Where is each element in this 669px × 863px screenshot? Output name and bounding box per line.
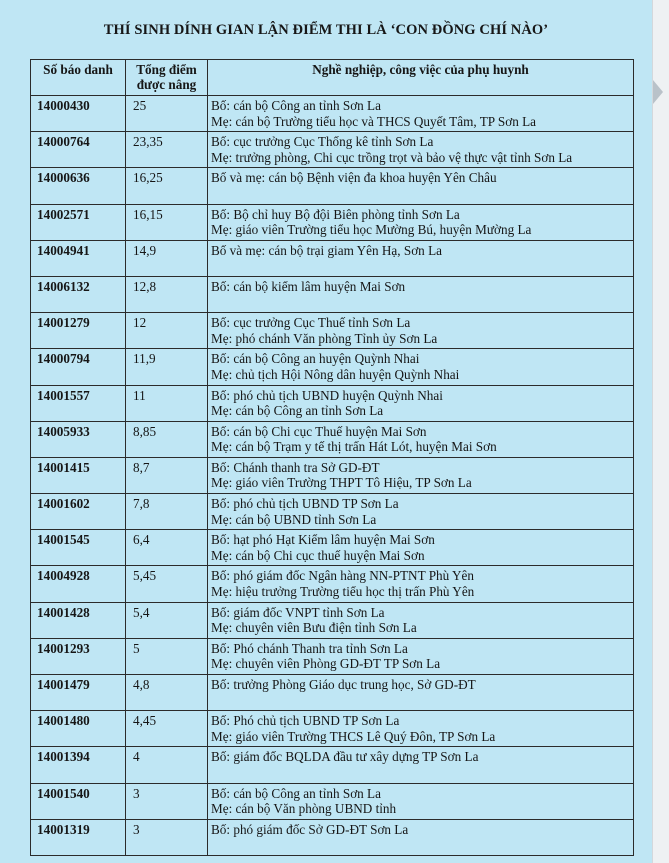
cell-sbd: 14004928 [31, 566, 126, 602]
table-row [31, 168, 634, 204]
job-line-mother: Mẹ: chuyên viên Phòng GD-ĐT TP Sơn La [211, 656, 441, 672]
job-line-father: Bố và mẹ: cán bộ trại giam Yên Hạ, Sơn La [211, 242, 442, 258]
cell-sbd: 14001394 [31, 747, 126, 783]
job-line-father: Bố: cán bộ Công an tỉnh Sơn La [211, 785, 381, 801]
cell-sbd: 14000764 [31, 132, 126, 168]
header-job: Nghề nghiệp, công việc của phụ huynh [208, 60, 634, 96]
cell-points: 5,45 [126, 566, 208, 602]
cell-job [208, 602, 634, 638]
header-sbd: Số báo danh [31, 60, 126, 96]
cell-job [208, 457, 634, 493]
cell-sbd: 14001545 [31, 530, 126, 566]
job-line-father: Bố: cán bộ kiểm lâm huyện Mai Sơn [211, 278, 406, 294]
job-line-mother: Mẹ: hiệu trưởng Trường tiểu học thị trấn Phù Yên [211, 583, 475, 599]
table-row [31, 421, 634, 457]
cell-sbd: 14001428 [31, 602, 126, 638]
cell-sbd: 14001279 [31, 313, 126, 349]
cell-job [208, 566, 634, 602]
expand-arrow-icon[interactable] [653, 80, 663, 104]
table-row [31, 819, 634, 855]
cell-job [208, 783, 634, 819]
table-row [31, 457, 634, 493]
table-row [31, 530, 634, 566]
cell-points: 3 [126, 783, 208, 819]
table-header-row [31, 60, 634, 96]
side-scroll-panel[interactable] [652, 0, 669, 863]
cell-job [208, 675, 634, 711]
table-row [31, 566, 634, 602]
job-line-father: Bố: cục trưởng Cục Thuế tỉnh Sơn La [211, 315, 411, 331]
job-line-father: Bố: cục trưởng Cục Thống kê tỉnh Sơn La [211, 134, 434, 150]
job-line-father: Bố: Chánh thanh tra Sở GD-ĐT [211, 459, 380, 475]
job-line-father: Bố: cán bộ Công an tỉnh Sơn La [211, 98, 381, 113]
table-row [31, 385, 634, 421]
table-row [31, 204, 634, 240]
cell-job [208, 638, 634, 674]
cell-points: 3 [126, 819, 208, 855]
cell-job [208, 276, 634, 312]
table-row [31, 132, 634, 168]
job-line-father: Bố: hạt phó Hạt Kiểm lâm huyện Mai Sơn [211, 532, 435, 548]
cell-sbd: 14000636 [31, 168, 126, 204]
cell-points: 5,4 [126, 602, 208, 638]
cell-job [208, 530, 634, 566]
job-line-father: Bố: phó giám đốc Sở GD-ĐT Sơn La [211, 821, 409, 837]
table-row [31, 675, 634, 711]
job-line-father: Bố: phó giám đốc Ngân hàng NN-PTNT Phù Yên [211, 568, 474, 584]
cell-points: 5 [126, 638, 208, 674]
table-row [31, 711, 634, 747]
cell-points: 25 [126, 96, 208, 132]
cell-points: 8,7 [126, 457, 208, 493]
cell-points: 4,8 [126, 675, 208, 711]
table-row [31, 313, 634, 349]
job-line-mother: Mẹ: giáo viên Trường tiểu học Mường Bú, huyện Mường La [211, 222, 532, 238]
job-line-father: Bố: Phó chủ tịch UBND TP Sơn La [211, 713, 400, 729]
job-line-father: Bố: phó chủ tịch UBND huyện Quỳnh Nhai [211, 387, 443, 403]
cell-points: 16,15 [126, 204, 208, 240]
cell-job [208, 385, 634, 421]
table-row [31, 276, 634, 312]
table-row [31, 602, 634, 638]
cell-points: 7,8 [126, 494, 208, 530]
cell-job [208, 132, 634, 168]
job-line-father: Bố: Phó chánh Thanh tra tỉnh Sơn La [211, 640, 408, 656]
job-line-father: Bố: cán bộ Công an huyện Quỳnh Nhai [211, 351, 420, 367]
cell-sbd: 14001557 [31, 385, 126, 421]
cell-job [208, 240, 634, 276]
cell-job [208, 204, 634, 240]
cell-sbd: 14005933 [31, 421, 126, 457]
cell-job [208, 421, 634, 457]
job-line-father: Bố: phó chủ tịch UBND TP Sơn La [211, 496, 399, 512]
cell-points: 11 [126, 385, 208, 421]
job-line-mother: Mẹ: chủ tịch Hội Nông dân huyện Quỳnh Nhai [211, 366, 460, 382]
table-row [31, 349, 634, 385]
job-line-mother: Mẹ: chuyên viên Bưu điện tỉnh Sơn La [211, 620, 417, 636]
cell-sbd: 14001293 [31, 638, 126, 674]
job-line-mother: Mẹ: cán bộ Văn phòng UBND tỉnh [211, 801, 397, 817]
job-line-mother: Mẹ: trưởng phòng, Chi cục trồng trọt và bảo vệ thực vật tỉnh Sơn La [211, 149, 573, 165]
cell-job [208, 168, 634, 204]
job-line-father: Bố: Bộ chỉ huy Bộ đội Biên phòng tỉnh Sơn La [211, 206, 460, 222]
job-line-father: Bố và mẹ: cán bộ Bệnh viện đa khoa huyện Yên Châu [211, 170, 497, 186]
cell-job [208, 819, 634, 855]
cell-points: 23,35 [126, 132, 208, 168]
cell-sbd: 14001415 [31, 457, 126, 493]
cell-sbd: 14004941 [31, 240, 126, 276]
cell-job [208, 96, 634, 132]
table-row [31, 638, 634, 674]
table-row [31, 783, 634, 819]
header-points-line2: được nâng [136, 77, 197, 92]
table-row [31, 240, 634, 276]
cell-sbd: 14006132 [31, 276, 126, 312]
cell-job [208, 711, 634, 747]
cell-points: 14,9 [126, 240, 208, 276]
cell-job [208, 313, 634, 349]
table-row [31, 494, 634, 530]
job-line-mother: Mẹ: cán bộ Chi cục thuế huyện Mai Sơn [211, 547, 425, 563]
cell-points: 4,45 [126, 711, 208, 747]
page-title: THÍ SINH DÍNH GIAN LẬN ĐIỂM THI LÀ ‘CON ĐỒNG CHÍ NÀO’ [103, 22, 549, 38]
job-line-mother: Mẹ: cán bộ Trường tiểu học và THCS Quyết Tâm, TP Sơn La [211, 113, 537, 129]
candidates-table [30, 59, 634, 856]
cell-sbd: 14000430 [31, 96, 126, 132]
job-line-mother: Mẹ: cán bộ Trạm y tế thị trấn Hát Lót, huyện Mai Sơn [211, 439, 497, 455]
cell-job [208, 494, 634, 530]
cell-points: 11,9 [126, 349, 208, 385]
cell-job [208, 747, 634, 783]
cell-points: 6,4 [126, 530, 208, 566]
job-line-father: Bố: giám đốc BQLDA đầu tư xây dựng TP Sơn La [211, 749, 479, 765]
cell-points: 12,8 [126, 276, 208, 312]
table-row [31, 747, 634, 783]
job-line-father: Bố: cán bộ Chi cục Thuế huyện Mai Sơn [211, 423, 427, 439]
cell-sbd: 14001540 [31, 783, 126, 819]
cell-sbd: 14001602 [31, 494, 126, 530]
cell-sbd: 14001319 [31, 819, 126, 855]
job-line-mother: Mẹ: giáo viên Trường THCS Lê Quý Đôn, TP Sơn La [211, 728, 496, 744]
job-line-mother: Mẹ: giáo viên Trường THPT Tô Hiệu, TP Sơn La [211, 475, 472, 491]
cell-sbd: 14000794 [31, 349, 126, 385]
cell-sbd: 14001480 [31, 711, 126, 747]
cell-points: 16,25 [126, 168, 208, 204]
job-line-mother: Mẹ: phó chánh Văn phòng Tỉnh ủy Sơn La [211, 330, 438, 346]
cell-points: 12 [126, 313, 208, 349]
cell-sbd: 14002571 [31, 204, 126, 240]
header-points-line1: Tổng điểm [136, 62, 197, 77]
job-line-mother: Mẹ: cán bộ Công an tỉnh Sơn La [211, 403, 384, 418]
job-line-father: Bố: trưởng Phòng Giáo dục trung học, Sở GD-ĐT [211, 677, 476, 692]
header-points [126, 60, 208, 96]
cell-job [208, 349, 634, 385]
cell-points: 8,85 [126, 421, 208, 457]
job-line-mother: Mẹ: cán bộ UBND tỉnh Sơn La [211, 511, 377, 527]
job-line-father: Bố: giám đốc VNPT tỉnh Sơn La [211, 604, 385, 620]
cell-points: 4 [126, 747, 208, 783]
table-row [31, 96, 634, 132]
cell-sbd: 14001479 [31, 675, 126, 711]
